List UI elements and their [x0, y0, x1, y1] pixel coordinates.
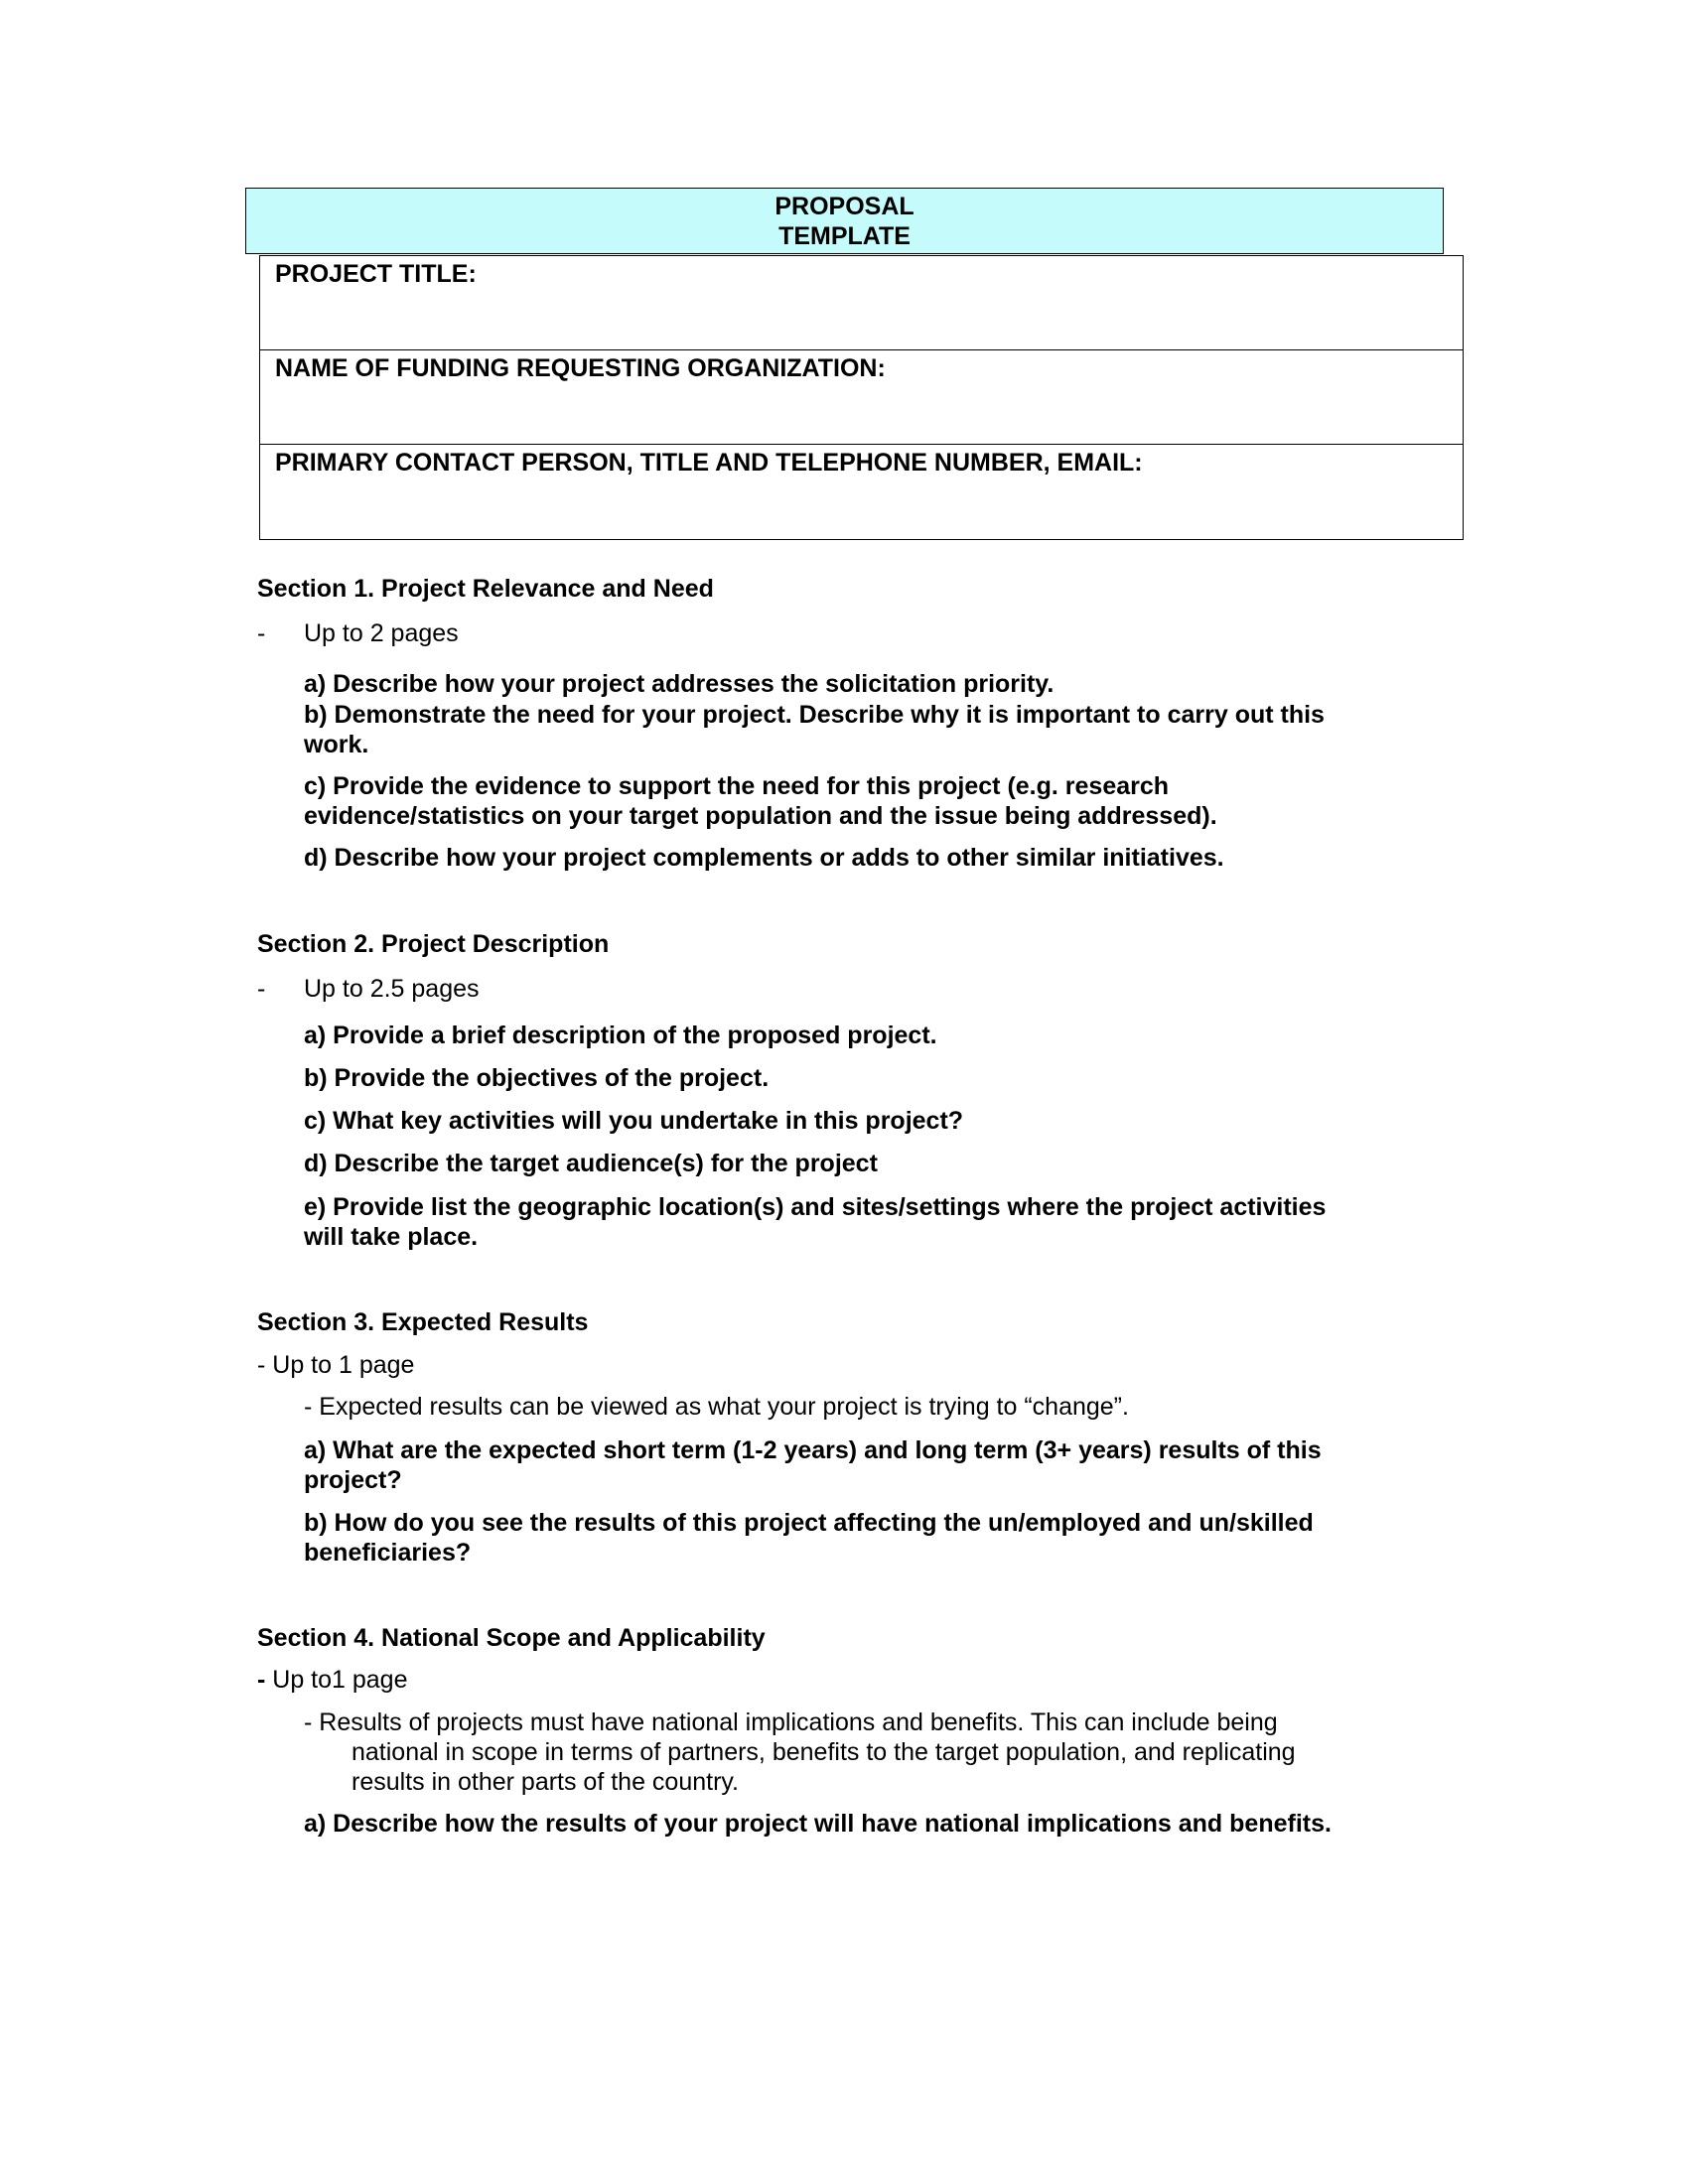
- section4-dash: -: [257, 1666, 266, 1694]
- section1-item-a: a) Describe how your project addresses the solicitation priority.: [304, 670, 1055, 698]
- section3-note: - Expected results can be viewed as what your project is trying to “change”.: [304, 1393, 1129, 1421]
- project-title-field: PROJECT TITLE:: [260, 256, 1463, 350]
- section4-heading: Section 4. National Scope and Applicability: [257, 1624, 766, 1652]
- section1-length: Up to 2 pages: [304, 619, 459, 647]
- section3-item-a-cont: project?: [304, 1466, 402, 1494]
- section3-item-b-cont: beneficiaries?: [304, 1539, 472, 1567]
- section2-length: Up to 2.5 pages: [304, 975, 480, 1003]
- section1-item-d: d) Describe how your project complements or adds to other similar initiatives.: [304, 844, 1224, 872]
- section4-item-a: a) Describe how the results of your project will have national implications and benefits.: [304, 1810, 1332, 1838]
- section2-dash: -: [257, 975, 266, 1003]
- project-info-table: [259, 255, 1464, 540]
- section2-item-d: d) Describe the target audience(s) for the project: [304, 1150, 878, 1177]
- primary-contact-field: PRIMARY CONTACT PERSON, TITLE AND TELEPHONE NUMBER, EMAIL:: [275, 449, 1143, 477]
- section2-item-b: b) Provide the objectives of the project.: [304, 1064, 770, 1092]
- section1-item-b-cont: work.: [304, 731, 369, 758]
- section4-note-line1: - Results of projects must have national implications and benefits. This can include being: [304, 1708, 1278, 1736]
- section4-note-line3: results in other parts of the country.: [352, 1768, 740, 1796]
- section3-item-b: b) How do you see the results of this project affecting the un/employed and un/skilled: [304, 1509, 1314, 1537]
- header-title-line2: TEMPLATE: [778, 222, 911, 250]
- section1-heading: Section 1. Project Relevance and Need: [257, 575, 714, 603]
- section3-heading: Section 3. Expected Results: [257, 1308, 589, 1336]
- section2-heading: Section 2. Project Description: [257, 930, 610, 958]
- section4-length: Up to1 page: [265, 1666, 408, 1694]
- section1-item-c-cont: evidence/statistics on your target population and the issue being addressed).: [304, 802, 1217, 830]
- organization-name-field: NAME OF FUNDING REQUESTING ORGANIZATION:: [260, 350, 1463, 445]
- section2-item-e-cont: will take place.: [304, 1223, 479, 1251]
- section2-item-e: e) Provide list the geographic location(s) and sites/settings where the project activities: [304, 1193, 1327, 1221]
- section2-item-c: c) What key activities will you undertake in this project?: [304, 1107, 964, 1135]
- section1-item-b: b) Demonstrate the need for your project. Describe why it is important to carry out this: [304, 701, 1325, 729]
- section1-item-c: c) Provide the evidence to support the need for this project (e.g. research: [304, 772, 1170, 800]
- section3-item-a: a) What are the expected short term (1-2 years) and long term (3+ years) results of this: [304, 1436, 1322, 1464]
- section2-item-a: a) Provide a brief description of the proposed project.: [304, 1022, 937, 1049]
- section1-dash: -: [257, 619, 266, 647]
- section4-note-line2: national in scope in terms of partners, benefits to the target population, and replicating: [352, 1738, 1296, 1766]
- proposal-template-header: [245, 188, 1444, 254]
- header-title-line1: PROPOSAL: [774, 193, 914, 220]
- section4-length-line: [257, 1665, 408, 1695]
- section3-length: - Up to 1 page: [257, 1351, 415, 1379]
